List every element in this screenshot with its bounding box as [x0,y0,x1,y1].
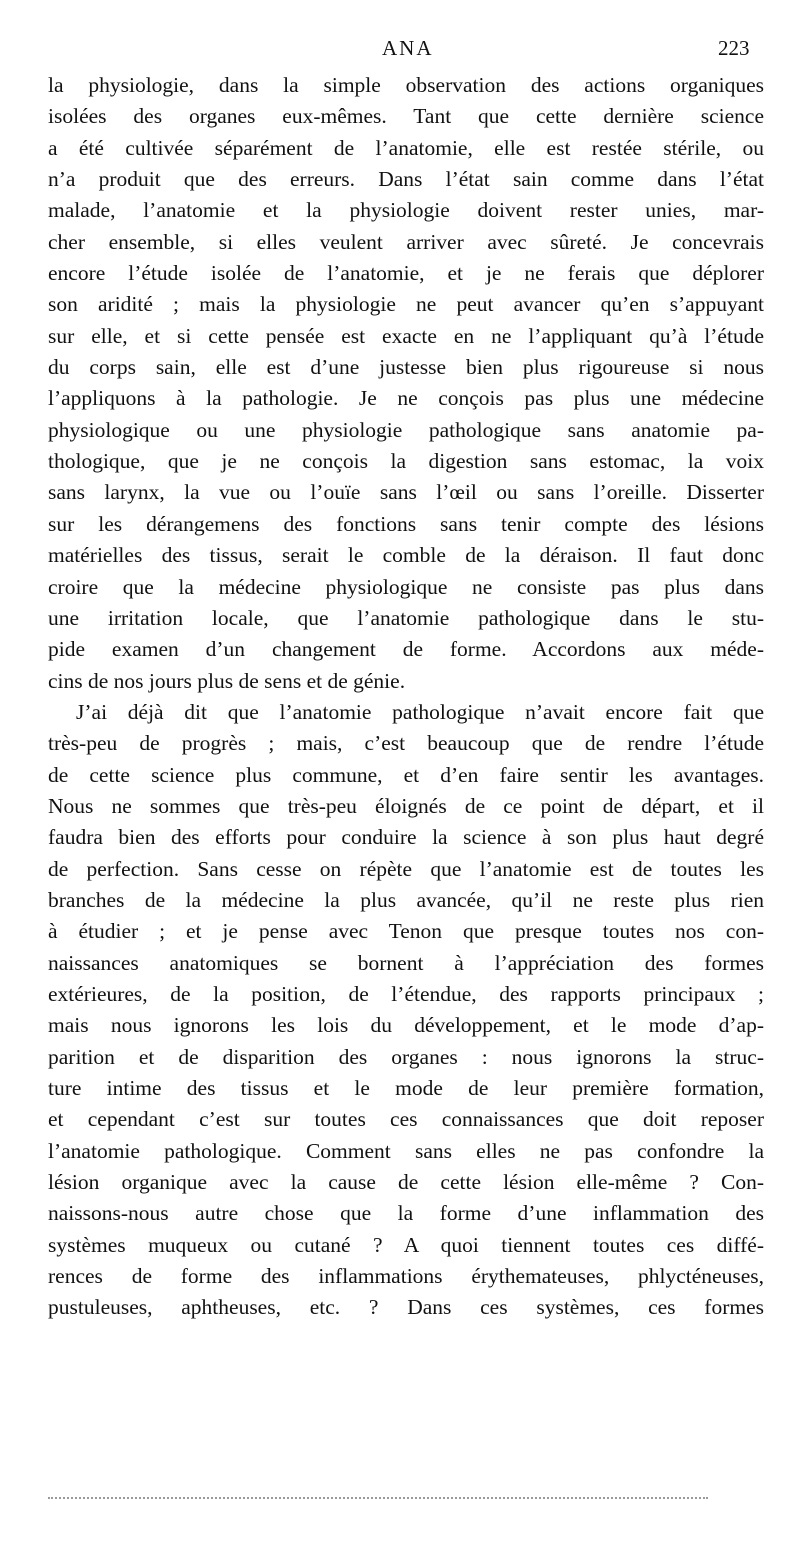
text-line: cher ensemble, si elles veulent arriver avec sûreté. Je concevrais [48,229,764,254]
text-line: naissons-nous autre chose que la forme d’une inflammation des [48,1201,764,1226]
text-line: faudra bien des efforts pour conduire la science à son plus haut degré [48,825,764,850]
text-line: sur elle, et si cette pensée est exacte en ne l’appliquant qu’à l’étude [48,323,764,348]
text-line: très-peu de progrès ; mais, c’est beaucoup que de rendre l’étude [48,731,764,756]
footer-dotted-rule [48,1497,708,1499]
text-line: thologique, que je ne conçois la digestion sans estomac, la voix [48,449,764,474]
text-line: de cette science plus commune, et d’en faire sentir les avantages. [48,762,764,787]
text-line: cins de nos jours plus de sens et de génie. [48,668,406,693]
text-line: pide examen d’un changement de forme. Accordons aux méde- [48,637,764,662]
text-line: physiologique ou une physiologie pathologique sans anatomie pa- [48,417,764,442]
text-line: branches de la médecine la plus avancée, qu’il ne reste plus rien [48,887,764,912]
text-line: l’appliquons à la pathologie. Je ne conçois pas plus une médecine [48,386,764,411]
text-line: parition et de disparition des organes : nous ignorons la struc- [48,1044,764,1069]
text-line: rences de forme des inflammations érythemateuses, phlycténeuses, [48,1264,764,1289]
text-line: et cependant c’est sur toutes ces connaissances que doit reposer [48,1107,764,1132]
page-number: 223 [718,36,750,60]
text-line: isolées des organes eux-mêmes. Tant que cette dernière science [48,104,764,129]
text-line: du corps sain, elle est d’une justesse bien plus rigoureuse si nous [48,355,764,380]
text-line: J’ai déjà dit que l’anatomie pathologique n’avait encore fait que [76,699,764,724]
text-line: encore l’étude isolée de l’anatomie, et je ne ferais que déplorer [48,261,764,286]
text-line: a été cultivée séparément de l’anatomie, elle est restée stérile, ou [48,135,764,160]
text-line: extérieures, de la position, de l’étendue, des rapports principaux ; [48,981,764,1006]
text-line: pustuleuses, aphtheuses, etc. ? Dans ces systèmes, ces formes [48,1295,764,1320]
text-line: lésion organique avec la cause de cette lésion elle-même ? Con- [48,1170,764,1195]
running-title: ANA [382,36,434,60]
text-line: sans larynx, la vue ou l’ouïe sans l’œil ou sans l’oreille. Disserter [48,480,764,505]
body-text [48,70,764,1324]
text-line: mais nous ignorons les lois du développement, et le mode d’ap- [48,1013,764,1038]
text-line: la physiologie, dans la simple observation des actions organiques [48,73,764,97]
running-head [0,36,800,66]
text-line: n’a produit que des erreurs. Dans l’état sain comme dans l’état [48,167,764,192]
text-line: Nous ne sommes que très-peu éloignés de ce point de départ, et il [48,793,764,818]
text-line: à étudier ; et je pense avec Tenon que presque toutes nos con- [48,919,764,944]
text-line: matérielles des tissus, serait le comble de la déraison. Il faut donc [48,543,764,568]
text-line: son aridité ; mais la physiologie ne peut avancer qu’en s’appuyant [48,292,764,317]
text-line: malade, l’anatomie et la physiologie doivent rester unies, mar- [48,198,764,223]
text-line: l’anatomie pathologique. Comment sans elles ne pas confondre la [48,1138,764,1163]
text-line: de perfection. Sans cesse on répète que l’anatomie est de toutes les [48,856,764,881]
text-line: croire que la médecine physiologique ne consiste pas plus dans [48,574,764,599]
text-line: une irritation locale, que l’anatomie pathologique dans le stu- [48,605,764,630]
text-line: naissances anatomiques se bornent à l’appréciation des formes [48,950,764,975]
text-line: systèmes muqueux ou cutané ? A quoi tiennent toutes ces diffé- [48,1232,764,1257]
text-line: sur les dérangemens des fonctions sans tenir compte des lésions [48,511,764,536]
text-line: ture intime des tissus et le mode de leur première formation, [48,1076,764,1100]
